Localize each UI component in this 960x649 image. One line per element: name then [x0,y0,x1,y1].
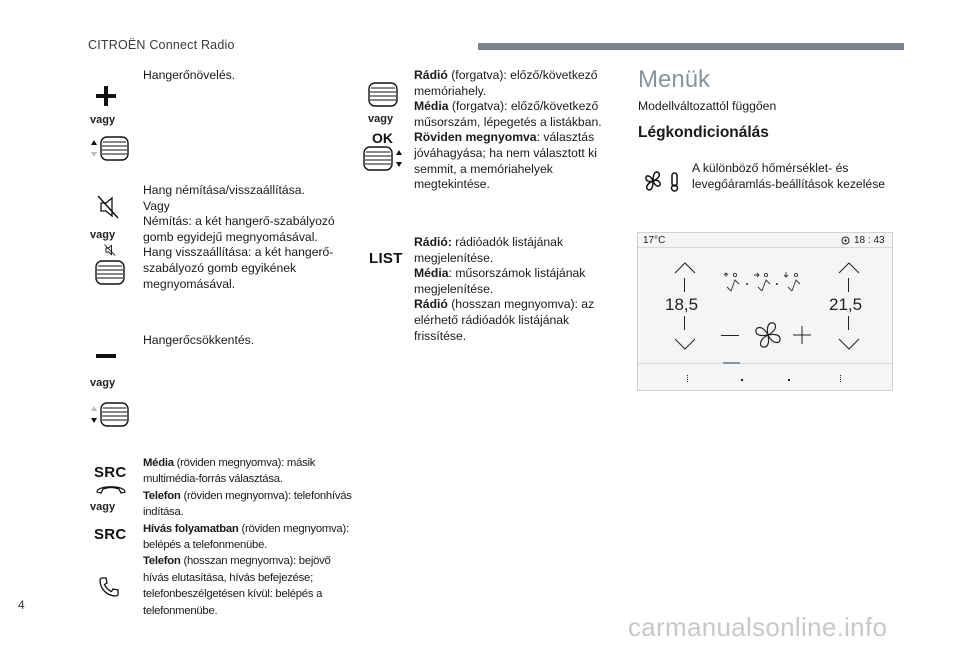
scroll-wheel-down-icon [88,402,130,428]
climate-description: A különböző hőmérséklet- és levegőáramlás-beállítások kezelése [692,161,886,191]
airflow-down-icon [784,272,800,291]
header-bar [478,43,904,50]
scroll-wheel-icon-2 [367,82,399,108]
screen-top-divider [638,247,892,248]
or-label: vagy [368,113,394,125]
fan-icon [752,319,784,351]
mute-icon [97,195,119,219]
bottom-menu-dot-2[interactable] [788,379,790,381]
or-label: vagy [90,114,116,126]
src-text: Média (röviden megnyomva): másik multimédia-forrás választása. Telefon (röviden megnyomva): telefonhívás indítása. Hívás folyamatban (röviden megnyomva): belépés a telefonmenübe. Telefon (hosszan megnyomva): bejövő hívás elutasítása, hívás befejezése; telefonbeszélgetésen kívül: belépés a telefonmenübe. [143,457,352,617]
list-label: LIST [369,250,403,267]
left-temp-upper-tick [684,278,685,292]
document-header-title: CITROËN Connect Radio [88,38,235,52]
or-label: vagy [90,229,116,241]
phone-icon [98,576,120,598]
left-temp-lower-tick [684,316,685,330]
airflow-mid-icon [754,273,770,291]
scroll-wheel-press-icon [362,146,406,172]
volume-up-text: Hangerőnövelés. [143,68,236,82]
or-label: vagy [90,377,116,389]
climate-screen [637,232,893,391]
airflow-modes [722,271,812,295]
climate-icon [643,170,683,192]
screen-bottom-divider [638,363,892,364]
sync-icon [841,236,850,245]
bottom-menu-right-icon[interactable] [840,375,842,382]
left-temp-down-chevron-icon[interactable] [674,338,696,350]
right-temp-upper-tick [848,278,849,292]
fan-decrease-icon[interactable] [721,335,739,336]
menus-subtitle: Modellváltozattól függően [638,99,777,113]
fan-increase-icon[interactable] [793,326,811,344]
src-label-2: SRC [94,526,127,543]
plus-icon [96,86,116,106]
phone-hangup-icon [95,482,127,496]
mute-small-icon [104,244,116,256]
left-temp-up-chevron-icon[interactable] [674,262,696,274]
right-temp-down-chevron-icon[interactable] [838,338,860,350]
volume-down-text: Hangerőcsökkentés. [143,333,255,347]
src-label: SRC [94,464,127,481]
section-heading: Légkondicionálás [638,124,769,141]
list-text: Rádió: rádióadók listájának megjelenítése. Média: műsorszámok listájának megjelenítése. Rádió (hosszan megnyomva): az elérhető rádióadók listájának frissítése. [414,235,595,343]
outside-temperature: 17°C [643,235,666,246]
clock: 18 : 43 [854,235,885,246]
bottom-menu-dot-1[interactable] [741,379,743,381]
active-tab-indicator [723,362,740,364]
right-temp-up-chevron-icon[interactable] [838,262,860,274]
scroll-wheel-icon [94,260,126,286]
radio-knob-text: Rádió (forgatva): előző/következő memóriahely. Média (forgatva): előző/következő műsorszám, lépegetés a listákban. Röviden megnyomva: választás jóváhagyása; ha nem választott ki semmit, a memóriahelyek megtekintése. [414,68,602,192]
watermark: carmanualsonline.info [628,612,888,642]
or-label: vagy [90,501,116,513]
bottom-menu-left-icon[interactable] [687,375,689,382]
left-temperature: 18,5 [665,295,699,314]
right-temperature: 21,5 [829,295,863,314]
page-number: 4 [18,598,25,612]
menus-title: Menük [638,66,711,93]
scroll-wheel-up-icon [88,136,130,162]
right-temp-lower-tick [848,316,849,330]
mute-text: Hang némítása/visszaállítása. Vagy Némítás: a két hangerő-szabályozó gomb egyidejű megnyomásával. Hang visszaállítása: a két hangerő-szabályozó gomb egyikének megnyomásával. [143,183,335,291]
ok-label: OK [372,130,393,146]
minus-icon [96,354,116,360]
airflow-up-icon [724,273,739,291]
